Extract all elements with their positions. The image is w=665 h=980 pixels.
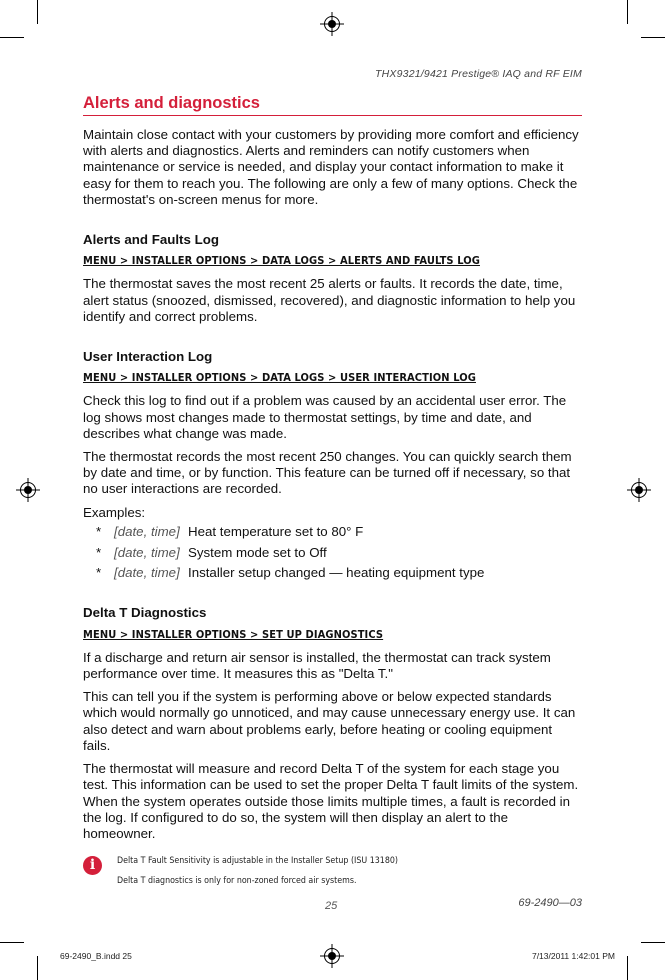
section-heading: Delta T Diagnostics bbox=[83, 605, 207, 621]
crop-mark bbox=[0, 37, 24, 38]
menu-path: MENU > INSTALLER OPTIONS > DATA LOGS > USER INTERACTION LOG bbox=[83, 371, 476, 385]
print-slug-timestamp: 7/13/2011 1:42:01 PM bbox=[531, 951, 615, 961]
crop-mark bbox=[37, 956, 38, 980]
paragraph: The thermostat will measure and record Delta T of the system for each stage you test. This information can be used to set the proper Delta T fault limits of the system. When the system operates outside those limits multiple times, a fault is recorded in the log. If configured to do so, the system will then display an alert to the homeowner. bbox=[83, 761, 579, 841]
crop-mark bbox=[641, 37, 665, 38]
registration-mark-icon bbox=[324, 948, 340, 964]
info-icon: i bbox=[83, 856, 102, 875]
date-time-placeholder: [date, time] bbox=[114, 523, 180, 539]
page-title: Alerts and diagnostics bbox=[83, 94, 260, 112]
crop-mark bbox=[627, 0, 628, 24]
list-item bbox=[96, 565, 583, 581]
example-text: Heat temperature set to 80° F bbox=[188, 523, 364, 539]
crop-mark bbox=[37, 0, 38, 24]
intro-paragraph: Maintain close contact with your customers by providing more comfort and efficiency with alerts and diagnostics. Alerts and reminders can notify customers when maintenance or service is needed, and display your contact information to make it easy for them to reach you. The following are only a few of many options. Check the thermostat's on-screen menus for more. bbox=[83, 127, 579, 207]
note-line: Delta T diagnostics is only for non-zoned forced air systems. bbox=[117, 876, 357, 886]
registration-mark-icon bbox=[20, 482, 36, 498]
date-time-placeholder: [date, time] bbox=[114, 565, 180, 581]
document-number: 69-2490—03 bbox=[518, 897, 582, 909]
list-item bbox=[96, 545, 583, 561]
examples-list bbox=[83, 524, 583, 582]
paragraph: The thermostat records the most recent 250 changes. You can quickly search them by date and time, or by function. This feature can be turned off if necessary, so that no user interactions are recorded. bbox=[83, 449, 572, 497]
section-delta-t-diagnostics bbox=[83, 605, 583, 842]
paragraph: If a discharge and return air sensor is installed, the thermostat can track system performance over time. It measures this as "Delta T." bbox=[83, 649, 551, 682]
crop-mark bbox=[641, 942, 665, 943]
paragraph: Check this log to find out if a problem was caused by an accidental user error. The log shows most changes made to thermostat settings, by time and date, and describes what change was made. bbox=[83, 393, 567, 441]
print-slug-file: 69-2490_B.indd 25 bbox=[60, 951, 132, 961]
list-item bbox=[96, 524, 583, 540]
examples-label: Examples: bbox=[83, 504, 146, 520]
crop-mark bbox=[0, 942, 24, 943]
example-text: System mode set to Off bbox=[188, 544, 327, 560]
bullet: * bbox=[96, 544, 102, 560]
crop-mark bbox=[627, 956, 628, 980]
paragraph: This can tell you if the system is performing above or below expected standards which would normally go unnoticed, and may cause unnecessary energy use. It can also detect and warn about problems early, before heating or cooling equipment fails. bbox=[83, 689, 576, 753]
paragraph: The thermostat saves the most recent 25 alerts or faults. It records the date, time, alert status (snoozed, dismissed, recovered), and diagnostic information to help you identify and correct problems. bbox=[83, 276, 576, 324]
registration-mark-icon bbox=[631, 482, 647, 498]
bullet: * bbox=[96, 523, 102, 539]
section-user-interaction-log bbox=[83, 349, 583, 581]
menu-path: MENU > INSTALLER OPTIONS > DATA LOGS > ALERTS AND FAULTS LOG bbox=[83, 254, 480, 268]
bullet: * bbox=[96, 565, 102, 581]
registration-mark-icon bbox=[324, 16, 340, 32]
menu-path: MENU > INSTALLER OPTIONS > SET UP DIAGNOSTICS bbox=[83, 627, 384, 641]
section-heading: User Interaction Log bbox=[83, 349, 213, 365]
running-header: THX9321/9421 Prestige® IAQ and RF EIM bbox=[375, 68, 582, 80]
main-content bbox=[83, 127, 583, 849]
section-heading: Alerts and Faults Log bbox=[83, 232, 219, 248]
page-number: 25 bbox=[325, 900, 338, 912]
section-alerts-faults-log bbox=[83, 232, 583, 325]
date-time-placeholder: [date, time] bbox=[114, 544, 180, 560]
example-text: Installer setup changed — heating equipment type bbox=[188, 565, 485, 581]
note-line: Delta T Fault Sensitivity is adjustable in the Installer Setup (ISU 13180) bbox=[117, 856, 398, 866]
title-rule bbox=[83, 115, 582, 116]
